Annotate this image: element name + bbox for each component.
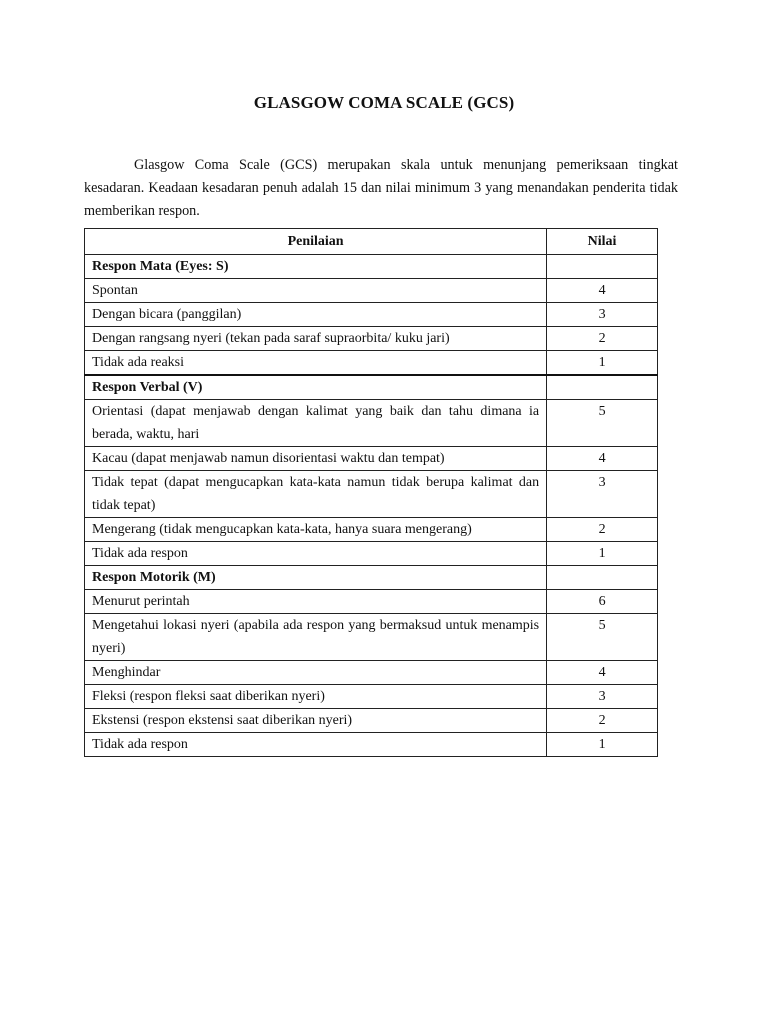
- row-description: Dengan rangsang nyeri (tekan pada saraf supraorbita/ kuku jari): [85, 327, 547, 351]
- row-description: Mengerang (tidak mengucapkan kata-kata, hanya suara mengerang): [85, 518, 547, 542]
- header-nilai: Nilai: [547, 229, 658, 255]
- table-row: [85, 614, 658, 661]
- row-value: 6: [547, 590, 658, 614]
- section-label: Respon Mata (Eyes: S): [85, 255, 547, 279]
- row-description: Tidak ada respon: [85, 542, 547, 566]
- table-row: [85, 590, 658, 614]
- row-description: Tidak ada reaksi: [85, 351, 547, 376]
- row-value: 5: [547, 400, 658, 447]
- table-row: [85, 471, 658, 518]
- table-row: [85, 518, 658, 542]
- row-value: 2: [547, 709, 658, 733]
- section-label: Respon Motorik (M): [85, 566, 547, 590]
- row-value: 2: [547, 327, 658, 351]
- row-description: Spontan: [85, 279, 547, 303]
- row-description: Ekstensi (respon ekstensi saat diberikan nyeri): [85, 709, 547, 733]
- table-row: [85, 733, 658, 757]
- row-value: 3: [547, 471, 658, 518]
- table-row: [85, 447, 658, 471]
- table-row: [85, 542, 658, 566]
- table-row: [85, 327, 658, 351]
- table-row: [85, 661, 658, 685]
- row-description: Tidak tepat (dapat mengucapkan kata-kata namun tidak berupa kalimat dan tidak tepat): [85, 471, 547, 518]
- section-row-motorik: [85, 566, 658, 590]
- table-header-row: [85, 229, 658, 255]
- row-value: 1: [547, 542, 658, 566]
- row-value: 1: [547, 733, 658, 757]
- row-description: Mengetahui lokasi nyeri (apabila ada respon yang bermaksud untuk menampis nyeri): [85, 614, 547, 661]
- row-description: Tidak ada respon: [85, 733, 547, 757]
- row-value: 1: [547, 351, 658, 376]
- table-row: [85, 685, 658, 709]
- intro-paragraph: Glasgow Coma Scale (GCS) merupakan skala untuk menunjang pemeriksaan tingkat kesadaran. Keadaan kesadaran penuh adalah 15 dan nilai minimum 3 yang menandakan penderita tidak memberikan respon.: [84, 157, 678, 220]
- section-row-verbal: [85, 375, 658, 400]
- gcs-table: [84, 228, 658, 757]
- table-row: [85, 279, 658, 303]
- row-value: 3: [547, 303, 658, 327]
- row-description: Menghindar: [85, 661, 547, 685]
- row-value: 4: [547, 279, 658, 303]
- row-description: Dengan bicara (panggilan): [85, 303, 547, 327]
- table-row: [85, 709, 658, 733]
- document-title: GLASGOW COMA SCALE (GCS): [253, 93, 515, 112]
- row-description: Orientasi (dapat menjawab dengan kalimat yang baik dan tahu dimana ia berada, waktu, hari: [85, 400, 547, 447]
- section-value-empty: [547, 255, 658, 279]
- row-description: Kacau (dapat menjawab namun disorientasi waktu dan tempat): [85, 447, 547, 471]
- section-value-empty: [547, 375, 658, 400]
- row-value: 2: [547, 518, 658, 542]
- row-value: 4: [547, 661, 658, 685]
- row-value: 5: [547, 614, 658, 661]
- header-penilaian: Penilaian: [85, 229, 547, 255]
- section-row-eyes: [85, 255, 658, 279]
- section-label: Respon Verbal (V): [85, 375, 547, 400]
- table-row: [85, 351, 658, 376]
- table-row: [85, 303, 658, 327]
- row-description: Fleksi (respon fleksi saat diberikan nyeri): [85, 685, 547, 709]
- row-description: Menurut perintah: [85, 590, 547, 614]
- row-value: 3: [547, 685, 658, 709]
- section-value-empty: [547, 566, 658, 590]
- row-value: 4: [547, 447, 658, 471]
- table-row: [85, 400, 658, 447]
